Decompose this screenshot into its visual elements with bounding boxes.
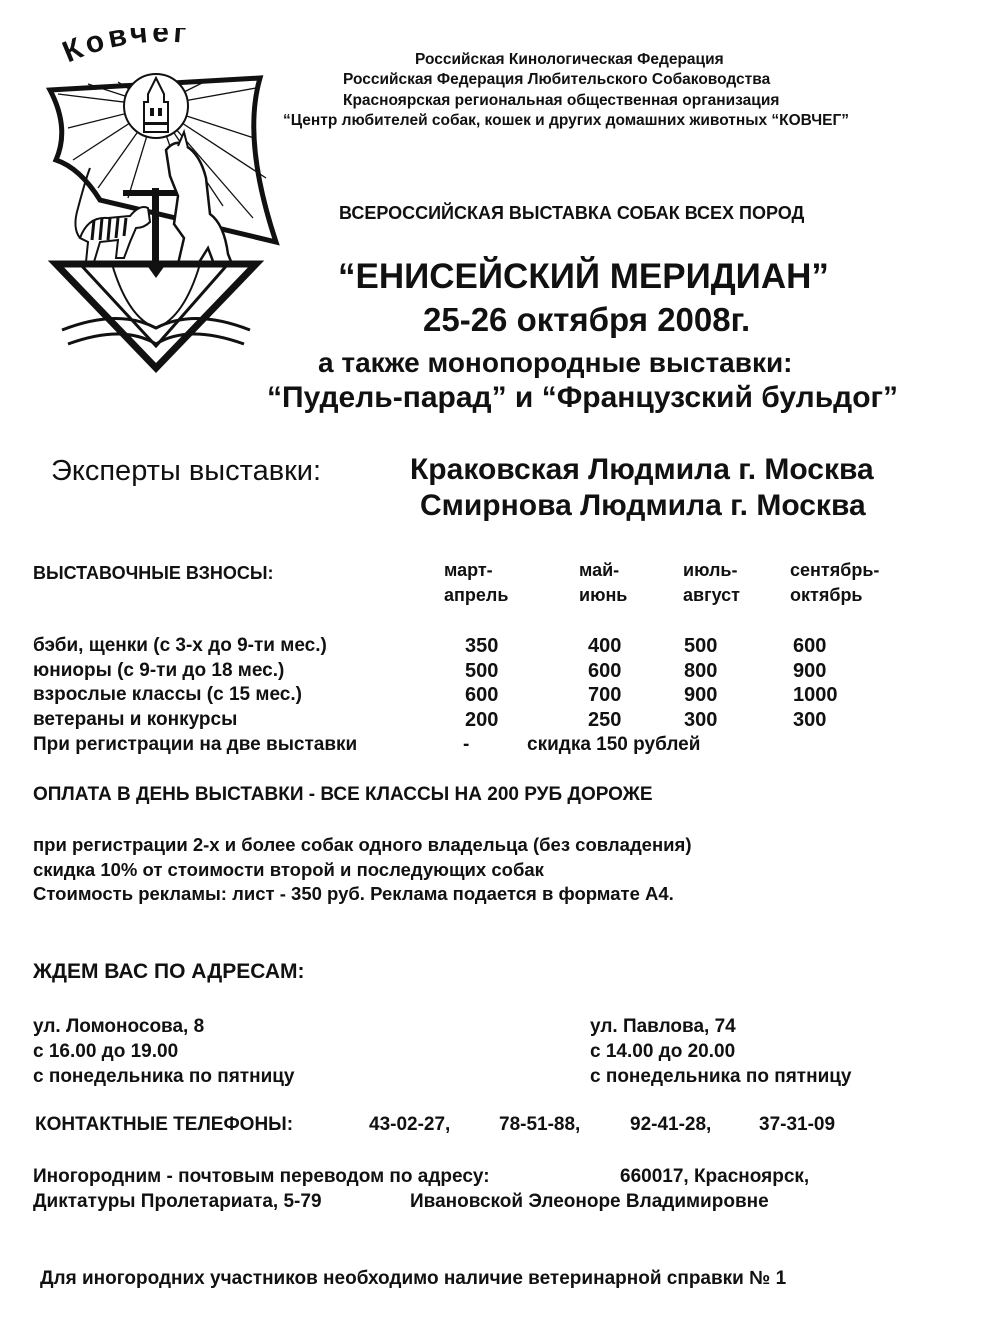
discount-line-1: при регистрации 2-х и более собак одного владельца (без совладения) bbox=[33, 834, 692, 855]
org-line-4: “Центр любителей собак, кошек и других домашних животных “КОВЧЕГ” bbox=[283, 112, 850, 129]
fee-row-label: бэби, щенки (с 3-х до 9-ти мес.) bbox=[33, 635, 327, 656]
ark-emblem-icon bbox=[28, 28, 288, 376]
fee-value: 700 bbox=[588, 684, 622, 706]
fee-value: 800 bbox=[684, 660, 718, 682]
address-left-days: с понедельника по пятницу bbox=[33, 1066, 295, 1087]
advert-price-line: Стоимость рекламы: лист - 350 руб. Реклама подается в формате А4. bbox=[33, 883, 674, 904]
phone-number: 78-51-88, bbox=[499, 1114, 581, 1135]
fee-value: 900 bbox=[793, 660, 827, 682]
address-right-street: ул. Павлова, 74 bbox=[590, 1016, 736, 1037]
fee-row-label: ветераны и конкурсы bbox=[33, 709, 238, 730]
fee-value: 500 bbox=[684, 635, 718, 657]
fee-value: 200 bbox=[465, 709, 499, 731]
fee-value: 900 bbox=[684, 684, 718, 706]
org-line-3: Красноярская региональная общественная организация bbox=[343, 92, 780, 109]
experts-label: Эксперты выставки: bbox=[51, 455, 322, 487]
fee-value: 300 bbox=[793, 709, 827, 731]
address-left-hours: с 16.00 до 19.00 bbox=[33, 1041, 179, 1062]
expert-name-1: Краковская Людмила г. Москва bbox=[410, 453, 874, 486]
svg-text:Ковчег bbox=[58, 28, 191, 69]
veterinary-footer-note: Для иногородних участников необходимо наличие ветеринарной справки № 1 bbox=[40, 1268, 787, 1289]
expert-name-2: Смирнова Людмила г. Москва bbox=[420, 489, 866, 522]
fees-title: ВЫСТАВОЧНЫЕ ВЗНОСЫ: bbox=[33, 563, 274, 583]
fee-value: 600 bbox=[588, 660, 622, 682]
phone-number: 37-31-09 bbox=[759, 1114, 836, 1135]
fee-value: 400 bbox=[588, 635, 622, 657]
fee-value: 350 bbox=[465, 635, 499, 657]
fee-value: 600 bbox=[793, 635, 827, 657]
mail-transfer-label: Иногородним - почтовым переводом по адресу: bbox=[33, 1166, 490, 1187]
mail-street: Диктатуры Пролетариата, 5-79 bbox=[33, 1191, 322, 1212]
address-right-hours: с 14.00 до 20.00 bbox=[590, 1041, 736, 1062]
logo-text: Ковчег bbox=[58, 28, 192, 70]
period-header-3: июль- август bbox=[683, 560, 740, 605]
event-subtitle: ВСЕРОССИЙСКАЯ ВЫСТАВКА СОБАК ВСЕХ ПОРОД bbox=[339, 203, 805, 223]
double-show-label: При регистрации на две выставки bbox=[33, 734, 358, 755]
discount-line-2: скидка 10% от стоимости второй и последующих собак bbox=[33, 859, 544, 880]
event-title: “ЕНИСЕЙСКИЙ МЕРИДИАН” bbox=[338, 257, 829, 296]
period-header-2: май- июнь bbox=[579, 560, 628, 605]
addresses-title: ЖДЕМ ВАС ПО АДРЕСАМ: bbox=[33, 960, 305, 983]
mail-recipient: Ивановской Элеоноре Владимировне bbox=[410, 1191, 769, 1212]
period-header-4: сентябрь- октябрь bbox=[790, 560, 880, 605]
address-left-street: ул. Ломоносова, 8 bbox=[33, 1016, 205, 1037]
day-of-show-notice: ОПЛАТА В ДЕНЬ ВЫСТАВКИ - ВСЕ КЛАССЫ НА 200 РУБ ДОРОЖЕ bbox=[33, 784, 653, 805]
double-show-dash: - bbox=[463, 734, 470, 755]
event-dates: 25-26 октября 2008г. bbox=[423, 301, 751, 338]
phone-number: 43-02-27, bbox=[369, 1114, 451, 1135]
fee-value: 250 bbox=[588, 709, 622, 731]
contacts-label: КОНТАКТНЫЕ ТЕЛЕФОНЫ: bbox=[35, 1114, 294, 1135]
phone-number: 92-41-28, bbox=[630, 1114, 712, 1135]
mail-postcode-city: 660017, Красноярск, bbox=[620, 1166, 810, 1187]
fee-value: 300 bbox=[684, 709, 718, 731]
org-line-2: Российская Федерация Любительского Собаководства bbox=[343, 71, 771, 88]
fee-value: 500 bbox=[465, 660, 499, 682]
kovcheg-logo bbox=[28, 28, 288, 376]
event-mono-shows: “Пудель-парад” и “Французский бульдог” bbox=[267, 381, 899, 414]
fee-value: 600 bbox=[465, 684, 499, 706]
period-header-1: март- апрель bbox=[444, 560, 509, 605]
address-right-days: с понедельника по пятницу bbox=[590, 1066, 852, 1087]
org-line-1: Российская Кинологическая Федерация bbox=[415, 51, 724, 68]
fee-value: 1000 bbox=[793, 684, 838, 706]
fee-row-label: взрослые классы (с 15 мес.) bbox=[33, 684, 302, 705]
event-also: а также монопородные выставки: bbox=[318, 347, 793, 378]
fee-row-label: юниоры (с 9-ти до 18 мес.) bbox=[33, 660, 285, 681]
double-show-discount: скидка 150 рублей bbox=[527, 734, 701, 755]
